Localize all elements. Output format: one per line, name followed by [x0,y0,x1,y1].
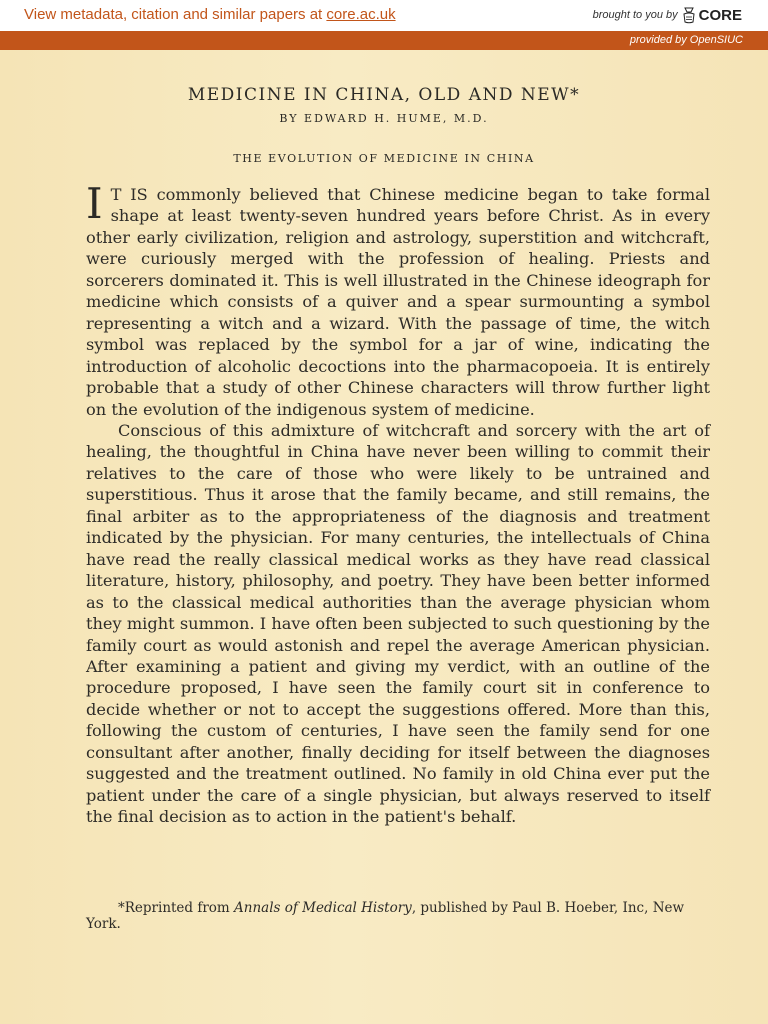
core-logo-text: CORE [698,6,742,24]
footnote [86,900,710,932]
drop-cap: I [86,179,103,228]
footnote-suffix: , published by Paul B. Hoeber, Inc, New York. [86,900,685,932]
brought-by-notice[interactable] [593,6,742,24]
footnote-prefix: *Reprinted from [118,900,235,916]
metadata-text: View metadata, citation and similar papers at [24,6,327,23]
footnote-source: Annals of Medical History [234,900,412,916]
core-link[interactable]: core.ac.uk [326,6,396,23]
paragraph-1-text: T IS commonly believed that Chinese medicine began to take formal shape at least twenty-seven hundred years before Christ. As in every other early civilization, religion and astrology, superstition and witchcraft, were curiously merged with the profession of healing. Priests and sorcerers dominated it. This is well illustrated in the Chinese ideograph for medicine which consists of a quiver and a spear surmounting a symbol representing a witch and a wizard. With the passage of time, the witch symbol was replaced by the symbol for a jar of wine, indicating the introduction of alcoholic decoctions into the pharmacopoeia. It is entirely probable that a study of other Chinese characters will throw further light on the evolution of the indigenous system of medicine. [86,185,710,419]
provided-by-text[interactable]: provided by OpenSIUC [629,34,743,46]
author-byline: BY EDWARD H. HUME, M.D. [279,112,489,125]
paragraph-2: Conscious of this admixture of witchcraft and sorcery with the art of healing, the thoughtful in China have never been willing to commit their relatives to the care of those who were likely to be untrained and superstitious. Thus it arose that the family became, and still remains, the final arbiter as to the appropriateness of the diagnosis and treatment indicated by the physician. For many centuries, the intellectuals of China have read the really classical medical works as they have read classical literature, history, philosophy, and poetry. They have been better informed as to the classical medical authorities than the average physician whom they might summon. I have often been subjected to such questioning by the family court as would astonish and repel the average American physician. After examining a patient and giving my verdict, with an outline of the procedure proposed, I have seen the family court sit in conference to decide whether or not to accept the suggestions offered. More than this, following the custom of centuries, I have seen the family send for one consultant after another, finally deciding for itself between the diagnoses suggested and the treatment outlined. No family in old China ever put the patient under the care of a single physician, but always reserved to itself the final decision as to action in the patient's behalf. [86,420,710,827]
paragraph-1 [86,179,710,420]
core-logo-icon [682,6,696,24]
core-banner [0,0,768,32]
provided-by-bar [0,31,768,50]
section-heading: THE EVOLUTION OF MEDICINE IN CHINA [233,152,535,165]
brought-by-text: brought to you by [592,9,678,21]
scanned-page [0,50,768,1024]
metadata-notice [24,6,396,23]
article-title: MEDICINE IN CHINA, OLD AND NEW* [187,85,581,105]
article-body [86,179,710,828]
